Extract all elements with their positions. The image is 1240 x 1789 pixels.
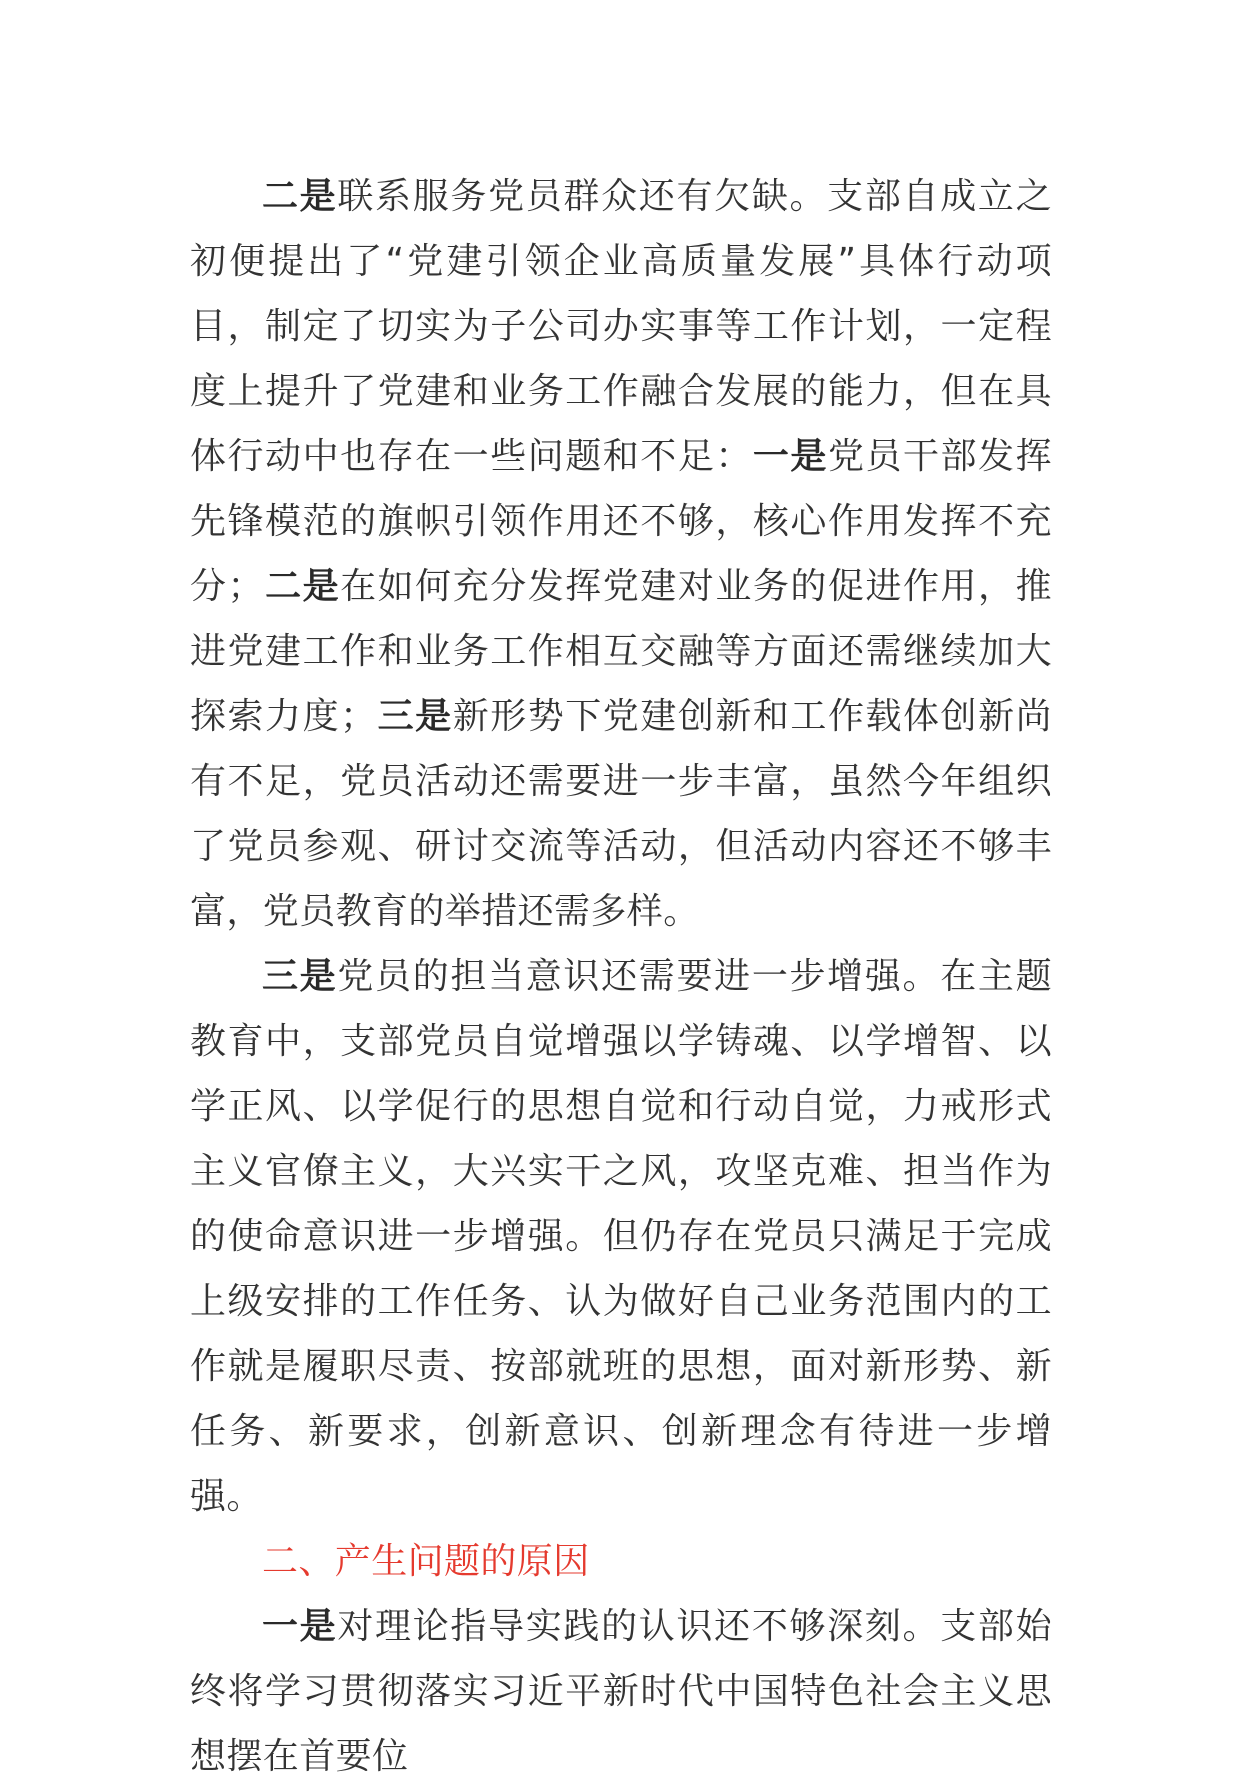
paragraph-text: 党员干部发挥先锋模范的旗帜引领作用还不够，核心作用发挥不充分； — [190, 436, 1052, 607]
section-heading: 二、产生问题的原因 — [262, 1541, 590, 1582]
sub-point-lead: 一是 — [752, 436, 828, 477]
sub-point-lead: 三是 — [376, 696, 453, 737]
paragraph-lead: 三是 — [262, 956, 338, 997]
sub-point-lead: 二是 — [263, 566, 341, 607]
paragraph-text: 联系服务党员群众还有欠缺。支部自成立之初便提出了“党建引领企业高质量发展”具体行动项目，制定了切实为子公司办实事等工作计划，一定程度上提升了党建和业务工作融合发展的能力，但在具体行动中也存在一些问题和不足： — [190, 176, 1052, 477]
paragraph-text: 新形势下党建创新和工作载体创新尚有不足，党员活动还需要进一步丰富，虽然今年组织了党员参观、研讨交流等活动，但活动内容还不够丰富，党员教育的举措还需多样。 — [190, 696, 1052, 932]
paragraph-theory-practice — [190, 1594, 1052, 1789]
document-page — [190, 164, 1052, 1789]
paragraph-lead: 二是 — [262, 176, 338, 217]
paragraph-lead: 一是 — [262, 1606, 338, 1647]
paragraph-contact-service — [190, 164, 1052, 944]
paragraph-text: 在如何充分发挥党建对业务的促进作用，推进党建工作和业务工作相互交融等方面还需继续加大探索力度； — [190, 566, 1052, 737]
paragraph-responsibility — [190, 944, 1052, 1529]
paragraph-text: 党员的担当意识还需要进一步增强。在主题教育中，支部党员自觉增强以学铸魂、以学增智、以学正风、以学促行的思想自觉和行动自觉，力戒形式主义官僚主义，大兴实干之风，攻坚克难、担当作为的使命意识进一步增强。但仍存在党员只满足于完成上级安排的工作任务、认为做好自己业务范围内的工作就是履职尽责、按部就班的思想，面对新形势、新任务、新要求，创新意识、创新理念有待进一步增强。 — [190, 956, 1052, 1517]
paragraph-text: 对理论指导实践的认识还不够深刻。支部始终将学习贯彻落实习近平新时代中国特色社会主义思想摆在首要位 — [190, 1606, 1052, 1777]
